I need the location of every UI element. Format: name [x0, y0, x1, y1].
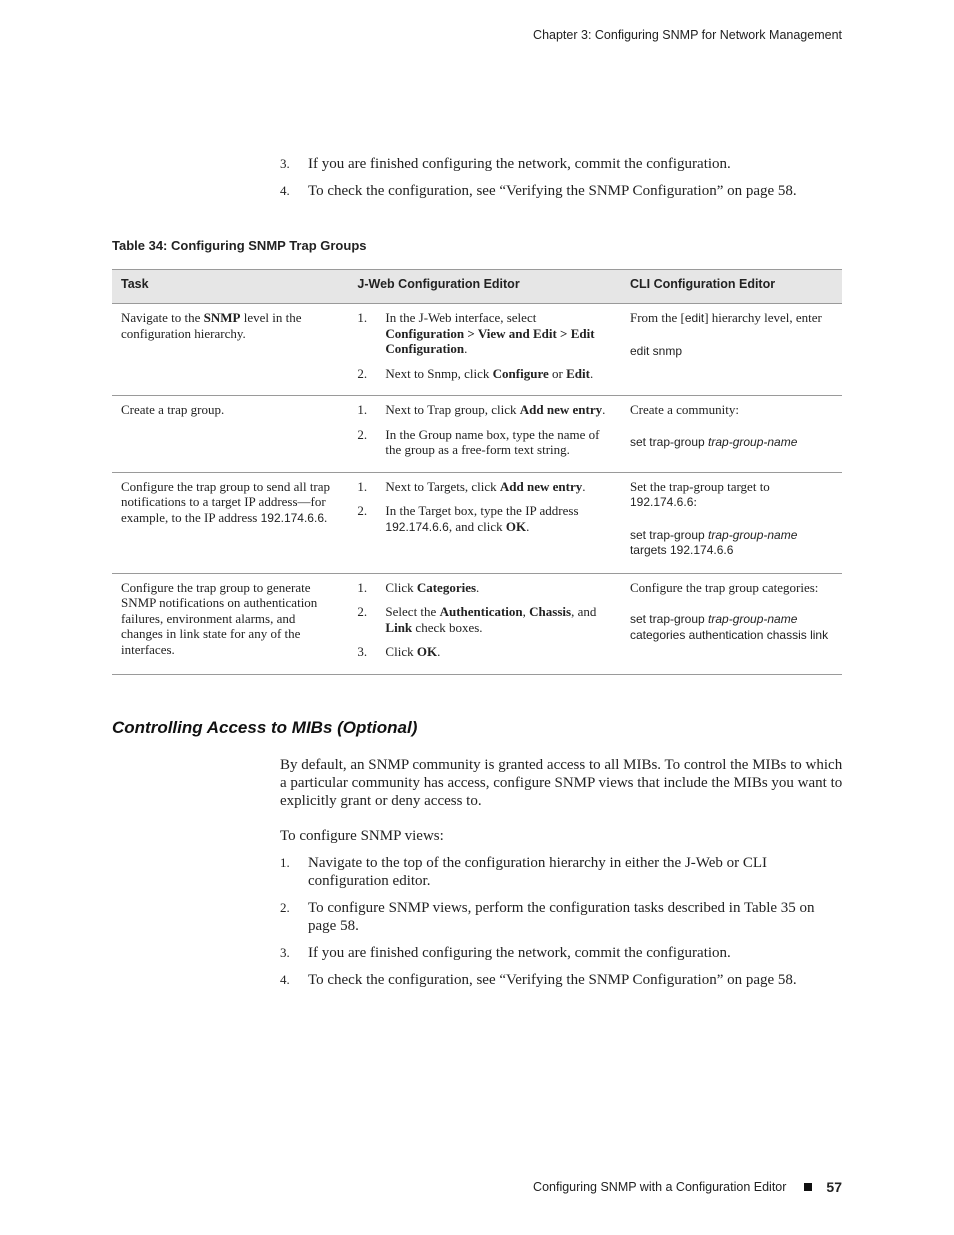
text: . [476, 579, 480, 595]
text: In the J-Web interface, select [385, 310, 537, 325]
text: Next to Snmp, click [385, 365, 493, 381]
text: level in the configuration hierarchy. [121, 310, 302, 341]
text: . [589, 365, 594, 381]
task-cell: Create a trap group. [112, 396, 348, 473]
step-text: To check the configuration, see “Verifying the SNMP Configuration” on page 58. [308, 183, 797, 199]
bold-text: Categories [416, 579, 477, 595]
step-number: 3. [280, 156, 290, 171]
bold-text: Edit [566, 365, 590, 381]
list-item [280, 971, 845, 989]
step-number: 3. [357, 644, 368, 659]
jweb-cell [348, 573, 621, 674]
step-number: 2. [357, 503, 368, 518]
bold-text: OK [505, 518, 527, 534]
text: Configure the trap group categories: [629, 579, 819, 595]
list-item [357, 503, 612, 535]
cli-command: edit snmp [629, 343, 682, 358]
code-text: categories authentication chassis link [629, 627, 829, 642]
cli-cell [621, 472, 842, 573]
task-cell [112, 472, 348, 573]
list-item [357, 644, 612, 660]
text: ] hierarchy level, enter [704, 310, 822, 325]
list-item [280, 155, 845, 173]
text: . [437, 644, 441, 659]
text: , and click [448, 518, 506, 534]
text: , and [571, 604, 597, 619]
bold-text: SNMP [203, 310, 241, 325]
cli-cell [621, 304, 842, 396]
column-header-task: Task [112, 270, 348, 304]
code-text: set trap-group [629, 434, 709, 449]
table-header-row [112, 270, 842, 304]
text: . [324, 509, 328, 525]
step-text: If you are finished configuring the network, commit the configuration. [308, 945, 731, 961]
bold-text: Authentication [439, 604, 523, 619]
text: From the [ [629, 310, 685, 325]
text: . [602, 402, 606, 417]
text: Select the [385, 604, 440, 619]
cli-command [630, 528, 833, 559]
text: Navigate to the [121, 310, 204, 325]
list-item [357, 310, 612, 357]
bold-text: Add new entry [499, 478, 583, 494]
list-item [357, 402, 612, 418]
text: check boxes. [412, 619, 483, 635]
task-cell [112, 304, 348, 396]
text: Click [385, 579, 417, 595]
bold-text: Add new entry [519, 402, 603, 417]
text: . [526, 518, 530, 534]
jweb-cell [348, 304, 621, 396]
code-variable: trap-group-name [708, 434, 798, 449]
cli-command [630, 435, 833, 451]
text: In the Target box, type the IP address [385, 503, 579, 518]
step-text: Navigate to the top of the configuration hierarchy in either the J-Web or CLI configuration editor. [308, 855, 768, 889]
step-number: 4. [280, 972, 290, 987]
step-number: 1. [280, 855, 290, 870]
step-text: To configure SNMP views, perform the configuration tasks described in Table 35 on page 58. [308, 900, 815, 934]
text: Set the trap-group target to [629, 478, 770, 494]
text: Configure the trap group to send all trap notifications to a target IP address—for example, to the IP address [121, 478, 331, 525]
list-item [280, 854, 845, 890]
step-number: 2. [357, 365, 368, 381]
step-number: 1. [357, 579, 368, 595]
text: Click [385, 644, 417, 659]
column-header-cli: CLI Configuration Editor [621, 270, 842, 304]
list-item [357, 427, 612, 458]
code-text: set trap-group [629, 612, 709, 626]
step-text: To check the configuration, see “Verifying the SNMP Configuration” on page 58. [308, 972, 797, 988]
table-caption: Table 34: Configuring SNMP Trap Groups [112, 238, 367, 253]
code-text: set trap-group [629, 527, 709, 542]
list-item [280, 899, 845, 935]
trap-groups-table [112, 269, 842, 675]
task-cell: Configure the trap group to generate SNMP notifications on authentication failures, environment alarms, and changes in link state for any of the interfaces. [112, 573, 348, 674]
list-item [280, 182, 845, 200]
code-variable: trap-group-name [708, 612, 798, 626]
text: Create a community: [629, 402, 739, 417]
list-item [280, 944, 845, 962]
step-number: 1. [357, 310, 368, 325]
text: : [693, 494, 697, 509]
column-header-jweb: J-Web Configuration Editor [348, 270, 621, 304]
lead-paragraph: To configure SNMP views: [280, 828, 444, 844]
top-step-list [280, 155, 845, 209]
cli-cell [621, 573, 842, 674]
bold-text: Link [385, 619, 413, 635]
code-text: 192.174.6.6 [385, 519, 449, 534]
step-number: 3. [280, 945, 290, 960]
text: . [582, 478, 586, 494]
text: Next to Targets, click [385, 478, 500, 494]
table-row [112, 396, 842, 473]
jweb-cell [348, 472, 621, 573]
footer-title: Configuring SNMP with a Configuration Editor [533, 1180, 787, 1194]
table-row [112, 573, 842, 674]
bold-text: Chassis [529, 604, 572, 619]
step-number: 1. [357, 478, 368, 494]
cli-cell [621, 396, 842, 473]
list-item [357, 580, 612, 596]
step-number: 2. [280, 900, 290, 915]
step-number: 1. [357, 402, 368, 417]
text: Next to Trap group, click [385, 402, 520, 417]
step-number: 2. [357, 426, 368, 442]
bold-text: Configure [492, 365, 549, 381]
square-bullet-icon [804, 1183, 812, 1191]
code-variable: trap-group-name [708, 527, 798, 542]
list-item [357, 604, 612, 635]
jweb-cell [348, 396, 621, 473]
text: In the Group name box, type the name of the group as a free-form text string. [385, 426, 600, 457]
code-text: targets 192.174.6.6 [629, 543, 734, 557]
text: . [464, 341, 468, 356]
code-text: 192.174.6.6 [260, 510, 324, 525]
bold-text: Configuration > View and Edit > Edit Configuration [385, 325, 595, 356]
section-title: Controlling Access to MIBs (Optional) [112, 718, 418, 737]
page-footer [533, 1179, 842, 1195]
table-row [112, 472, 842, 573]
bold-text: OK [416, 644, 438, 659]
step-number: 2. [357, 604, 368, 619]
list-item [357, 479, 612, 495]
table-row [112, 304, 842, 396]
text: , [522, 604, 530, 619]
intro-paragraph: By default, an SNMP community is granted access to all MIBs. To control the MIBs to which a particular community has access, configure SNMP views that include the MIBs you want to explicitly grant or deny access to. [280, 757, 843, 809]
text: or [548, 365, 567, 381]
page-number: 57 [826, 1179, 842, 1195]
step-text: If you are finished configuring the network, commit the configuration. [308, 156, 731, 172]
code-text: edit [684, 311, 705, 325]
code-text: 192.174.6.6 [629, 495, 694, 509]
list-item [357, 366, 612, 382]
running-header: Chapter 3: Configuring SNMP for Network Management [533, 28, 842, 42]
cli-command [630, 612, 833, 643]
mib-step-list [280, 854, 845, 998]
step-number: 4. [280, 183, 290, 198]
